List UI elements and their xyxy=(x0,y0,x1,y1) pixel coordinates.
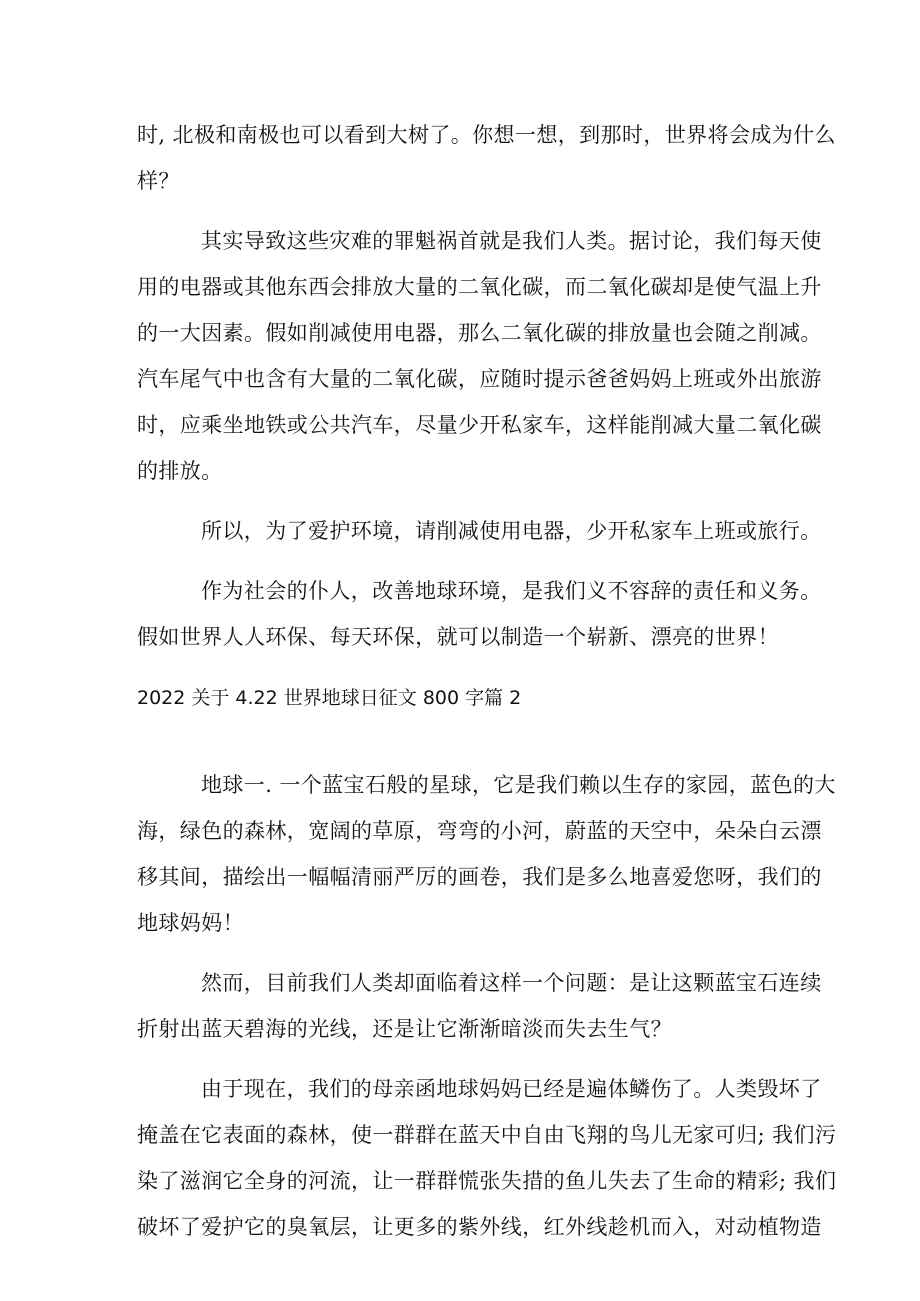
paragraph-2 xyxy=(137,218,822,494)
text-line: 海，绿色的森林，宽阔的草原，弯弯的小河，蔚蓝的天空中，朵朵白云漂 xyxy=(137,819,822,843)
essay-section-1 xyxy=(137,112,836,660)
paragraph-4 xyxy=(137,568,822,660)
text-line: 由于现在，我们的母亲函地球妈妈已经是遍体鳞伤了。人类毁坏了 xyxy=(201,1077,822,1101)
text-line: 的排放。 xyxy=(137,459,223,483)
document-page xyxy=(137,112,837,1264)
text-line: 汽车尾气中也含有大量的二氧化碳，应随时提示爸爸妈妈上班或外出旅游 xyxy=(137,367,822,391)
text-line: 假如世界人人环保、每天环保，就可以制造一个崭新、漂亮的世界！ xyxy=(137,625,779,649)
text-line: 的一大因素。假如削减使用电器，那么二氧化碳的排放量也会随之削减。 xyxy=(137,321,822,345)
text-line: 破坏了爱护它的臭氧层，让更多的紫外线，红外线趁机而入，对动植物造 xyxy=(137,1215,822,1239)
text-line: 所以，为了爱护环境，请削减使用电器，少开私家车上班或旅行。 xyxy=(201,519,822,543)
text-line: 用的电器或其他东西会排放大量的二氧化碳，而二氧化碳却是使气温上升 xyxy=(137,275,822,299)
text-line: 染了滋润它全身的河流，让一群群慌张失措的鱼儿失去了生命的精彩; 我们 xyxy=(137,1169,837,1193)
text-line: 地球一. 一个蓝宝石般的星球，它是我们赖以生存的家园，蓝色的大 xyxy=(201,773,836,797)
text-line: 作为社会的仆人，改善地球环境，是我们义不容辞的责任和义务。 xyxy=(201,579,822,603)
paragraph-7 xyxy=(137,1066,837,1250)
text-line: 移其间，描绘出一幅幅清丽严厉的画卷，我们是多么地喜爱您呀，我们的 xyxy=(137,865,822,889)
text-line: 掩盖在它表面的森林，使一群群在蓝天中自由飞翔的鸟儿无家可归; 我们污 xyxy=(137,1123,837,1147)
text-line: 折射出蓝天碧海的光线，还是让它渐渐暗淡而失去生气？ xyxy=(137,1017,672,1041)
text-line: 时，应乘坐地铁或公共汽车，尽量少开私家车，这样能削减大量二氧化碳 xyxy=(137,413,822,437)
paragraph-1 xyxy=(137,112,836,204)
paragraph-3 xyxy=(137,508,822,554)
text-line: 其实导致这些灾难的罪魁祸首就是我们人类。据讨论，我们每天使 xyxy=(201,229,822,253)
section-heading: 2022 关于 4.22 世界地球日征文 800 字篇 2 xyxy=(137,687,522,709)
text-line: 然而，目前我们人类却面临着这样一个问题：是让这颗蓝宝石连续 xyxy=(201,971,822,995)
text-line: 地球妈妈！ xyxy=(137,911,244,935)
text-line: 样？ xyxy=(137,169,180,193)
paragraph-6 xyxy=(137,960,822,1052)
essay-section-2 xyxy=(137,762,837,1250)
text-line: 时, 北极和南极也可以看到大树了。你想一想，到那时，世界将会成为什么 xyxy=(137,123,836,147)
paragraph-5 xyxy=(137,762,836,946)
